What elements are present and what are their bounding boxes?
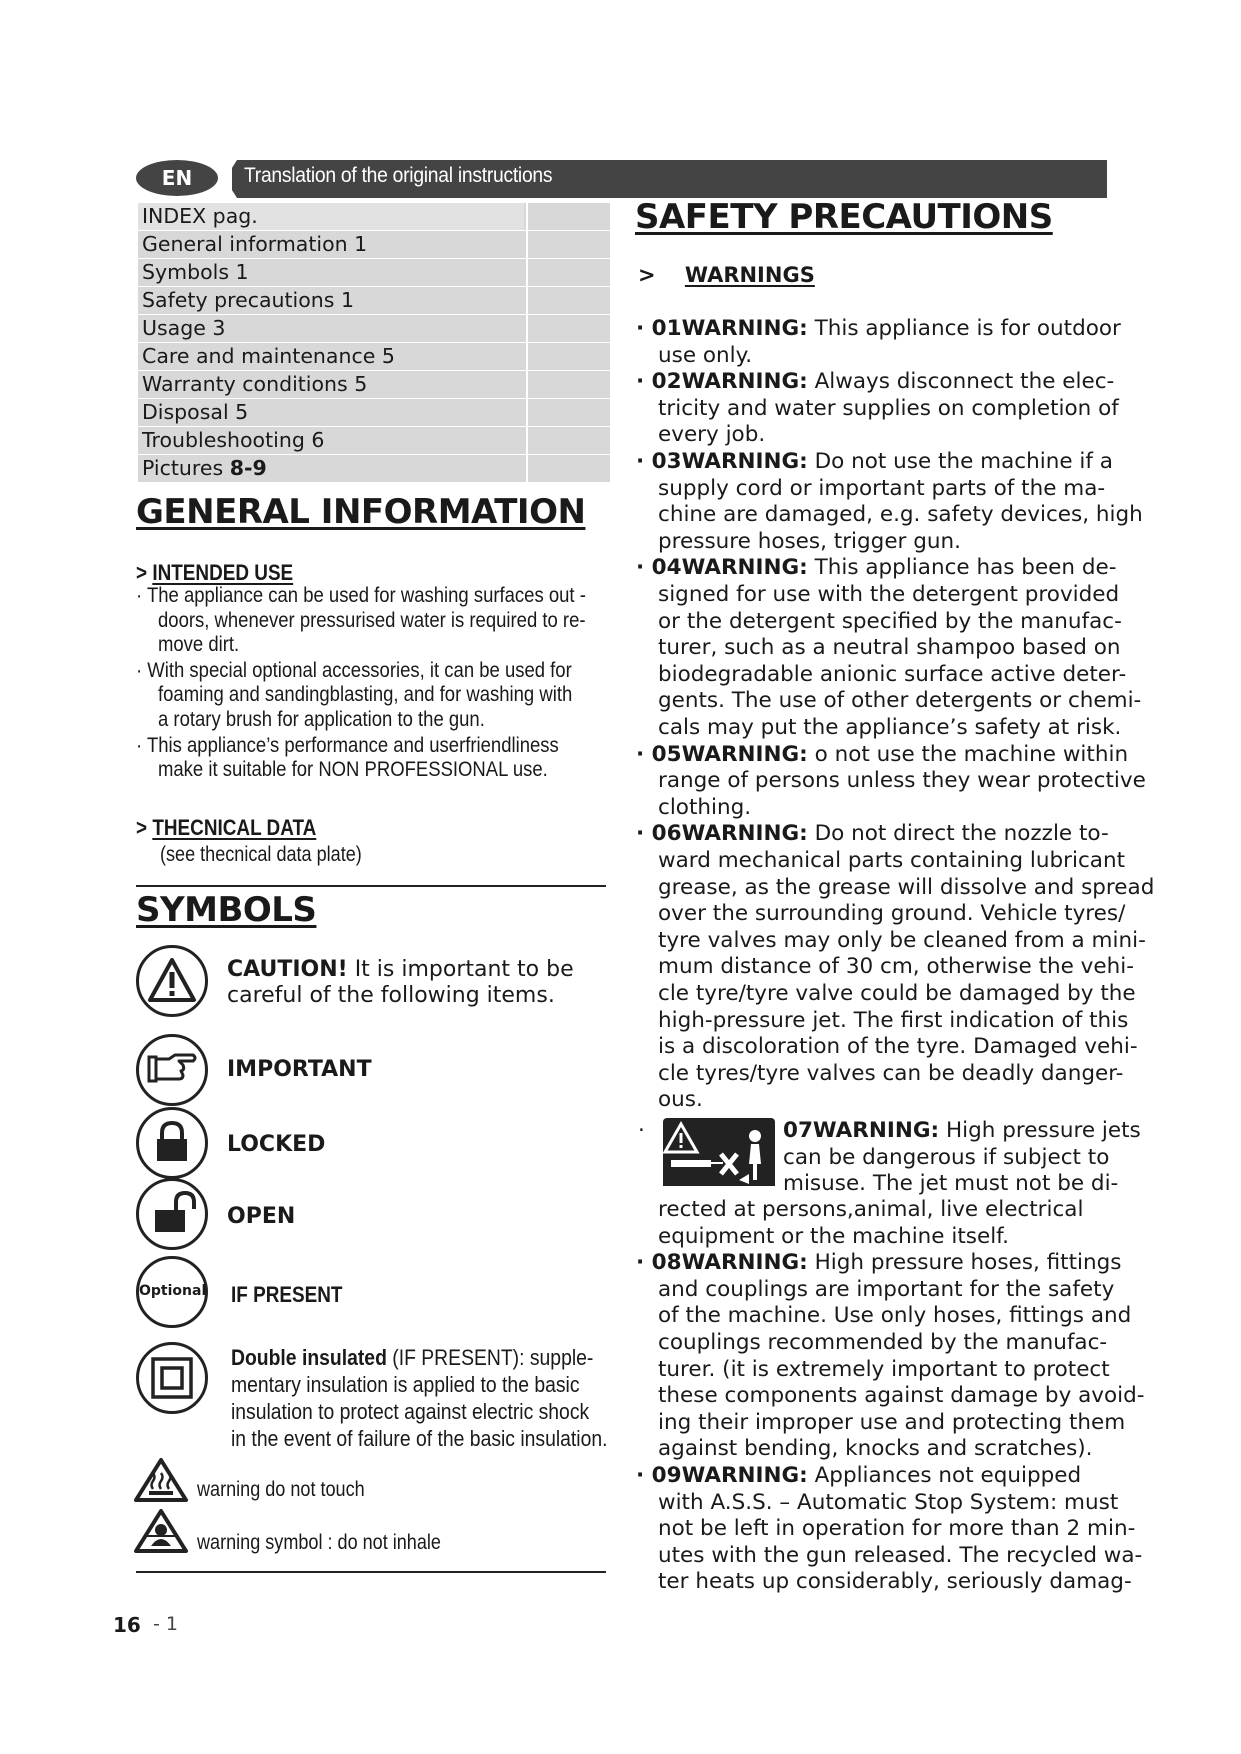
index-row [138, 371, 608, 399]
warning-line: · 02WARNING: Always disconnect the elec- [636, 369, 1115, 395]
double-insulated-symbol [136, 1342, 208, 1414]
intended-use-line: · With special optional accessories, it can be used for [136, 658, 572, 682]
warning-line: high-pressure jet. The first indication of this [658, 1007, 1129, 1033]
warning-triangle-icon [139, 948, 205, 1014]
index-label: Troubleshooting 6 [142, 428, 325, 452]
intended-use-line: make it suitable for NON PROFESSIONAL use. [158, 757, 548, 781]
warning-line: chine are damaged, e.g. safety devices, high [658, 502, 1143, 528]
index-label: Disposal 5 [142, 400, 249, 424]
warning-line: biodegradable anionic surface active deter- [658, 661, 1127, 687]
jet-warning-pictogram-icon [663, 1118, 775, 1193]
index-page-cell [526, 399, 610, 426]
warning-line: ward mechanical parts containing lubricant [658, 848, 1126, 873]
open-symbol [136, 1178, 208, 1250]
warning-line: supply cord or important parts of the ma- [658, 475, 1106, 501]
intended-use-line: foaming and sandingblasting, and for washing with [158, 682, 573, 706]
index-label: General information 1 [142, 232, 368, 256]
warning-line: 07WARNING: High pressure jets [783, 1118, 1141, 1143]
page-number: 16 [113, 1613, 141, 1637]
index-page-cell [526, 343, 610, 370]
warning-line: rected at persons,animal, live electrical [658, 1197, 1084, 1222]
index-label: Care and maintenance 5 [142, 344, 395, 368]
warning-line: ous. [658, 1087, 703, 1113]
index-table [138, 203, 608, 483]
index-row [138, 203, 608, 231]
locked-symbol [136, 1107, 208, 1179]
lock-open-icon [139, 1181, 205, 1247]
warning-line: against bending, knocks and scratches). [658, 1436, 1093, 1462]
warning-line: not be left in operation for more than 2 min- [658, 1516, 1136, 1542]
warning-line: grease, as the grease will dissolve and spread [658, 874, 1155, 900]
intended-use-line: a rotary brush for application to the gun. [158, 707, 485, 731]
caution-text: CAUTION! It is important to be [227, 957, 574, 982]
warning-line: · 06WARNING: Do not direct the nozzle to- [636, 821, 1109, 847]
warning-line: cals may put the appliance’s safety at risk. [658, 715, 1122, 740]
divider-bottom [136, 1571, 606, 1573]
important-label: IMPORTANT [227, 1057, 372, 1082]
warning-line: couplings recommended by the manufac- [658, 1330, 1108, 1355]
important-symbol [136, 1034, 208, 1106]
double-insulated-line: insulation to protect against electric shock [231, 1399, 590, 1424]
safety-precautions-heading: SAFETY PRECAUTIONS [635, 197, 1053, 237]
index-label: Symbols 1 [142, 260, 249, 284]
index-page-cell [526, 455, 610, 482]
optional-symbol [136, 1256, 208, 1328]
no-inhale-label: warning symbol : do not inhale [197, 1531, 441, 1554]
warning-line: · 01WARNING: This appliance is for outdoor [636, 316, 1121, 341]
pointing-hand-icon [139, 1037, 205, 1103]
intended-use-title: > INTENDED USE [136, 560, 294, 585]
technical-data-note: (see thecnical data plate) [160, 843, 362, 866]
warning-line: ter heats up considerably, seriously damag- [658, 1569, 1132, 1595]
index-row [138, 399, 608, 427]
open-label: OPEN [227, 1204, 296, 1229]
high-pressure-warning-image [663, 1118, 775, 1193]
index-page-cell [526, 315, 610, 342]
index-page-cell [526, 287, 610, 314]
double-insulated-line: in the event of failure of the basic insulation. [231, 1426, 608, 1451]
index-row [138, 259, 608, 287]
index-row [138, 427, 608, 455]
warnings-title: > WARNINGS [638, 263, 815, 287]
if-present-label: IF PRESENT [231, 1282, 343, 1307]
warning-line: every job. [658, 422, 766, 448]
warning-line: cle tyre/tyre valve could be damaged by the [658, 981, 1136, 1006]
double-insulated-line: Double insulated (IF PRESENT): supple- [231, 1345, 594, 1370]
index-page-cell [526, 231, 610, 258]
warning-line: ing their improper use and protecting them [658, 1409, 1126, 1435]
index-page-cell [526, 259, 610, 286]
page-subnumber: - 1 [153, 1613, 178, 1635]
warning-line: utes with the gun released. The recycled wa- [658, 1542, 1143, 1568]
caution-text-2: careful of the following items. [227, 983, 555, 1008]
warning-line: of the machine. Use only hoses, fittings and [658, 1303, 1132, 1329]
intended-use-line: doors, whenever pressurised water is required to re- [158, 608, 586, 632]
warning-07-bullet: · [638, 1118, 645, 1143]
warning-line: these components against damage by avoid- [658, 1383, 1145, 1409]
warning-line: · 08WARNING: High pressure hoses, fittings [636, 1250, 1122, 1276]
index-label: Pictures 8-9 [142, 456, 267, 480]
warning-line: gents. The use of other detergents or chemi- [658, 688, 1142, 714]
warning-line: clothing. [658, 794, 752, 820]
warning-line: cle tyres/tyre valves can be deadly danger- [658, 1060, 1124, 1086]
warning-line: or the detergent specified by the manufac- [658, 608, 1122, 634]
warning-line: mum distance of 30 cm, otherwise the vehi- [658, 954, 1134, 980]
warning-line: equipment or the machine itself. [658, 1223, 1010, 1249]
lock-closed-icon [139, 1110, 205, 1176]
warning-line: misuse. The jet must not be di- [783, 1171, 1119, 1197]
index-page-cell [526, 427, 610, 454]
optional-badge: Optional [139, 1283, 207, 1299]
language-badge: EN [133, 157, 221, 199]
locked-label: LOCKED [227, 1132, 326, 1157]
hot-surface-warning-icon [133, 1457, 189, 1503]
warning-line: tricity and water supplies on completion of [658, 395, 1119, 421]
index-row [138, 343, 608, 371]
index-row [138, 315, 608, 343]
index-label: Usage 3 [142, 316, 226, 340]
do-not-inhale-warning-icon [133, 1508, 189, 1554]
warning-line: · 04WARNING: This appliance has been de- [636, 555, 1117, 581]
index-label: INDEX pag. [138, 203, 524, 230]
technical-data-title: > THECNICAL DATA [136, 815, 317, 840]
warning-line: signed for use with the detergent provided [658, 582, 1120, 607]
index-label: Warranty conditions 5 [142, 372, 368, 396]
caution-symbol [136, 945, 208, 1017]
intended-use-line: · The appliance can be used for washing surfaces out - [136, 583, 586, 607]
intended-use-line: · This appliance’s performance and userfriendliness [136, 733, 559, 757]
warning-line: turer, such as a neutral shampoo based on [658, 635, 1121, 661]
warning-line: and couplings are important for the safety [658, 1276, 1115, 1302]
warning-line: with A.S.S. – Automatic Stop System: must [658, 1489, 1119, 1515]
warning-line: use only. [658, 342, 753, 368]
warning-line: over the surrounding ground. Vehicle tyres/ [658, 901, 1126, 927]
warning-line: tyre valves may only be cleaned from a mini- [658, 927, 1146, 953]
index-page-cell [526, 371, 610, 398]
index-page-cell [526, 203, 610, 230]
index-row [138, 287, 608, 315]
warning-line: pressure hoses, trigger gun. [658, 528, 961, 554]
no-touch-label: warning do not touch [197, 1478, 365, 1501]
double-insulated-line: mentary insulation is applied to the basic [231, 1372, 580, 1397]
warning-line: range of persons unless they wear protective [658, 768, 1146, 794]
header-title: Translation of the original instructions [244, 164, 553, 187]
warning-line: is a discoloration of the tyre. Damaged vehi- [658, 1034, 1138, 1060]
index-label: Safety precautions 1 [142, 288, 355, 312]
warning-line: · 09WARNING: Appliances not equipped [636, 1463, 1082, 1488]
index-row [138, 231, 608, 259]
general-information-heading: GENERAL INFORMATION [136, 492, 586, 532]
warning-line: · 03WARNING: Do not use the machine if a [636, 449, 1113, 474]
divider [136, 885, 606, 887]
warning-line: can be dangerous if subject to [783, 1144, 1110, 1170]
index-row [138, 455, 608, 483]
warning-line: · 05WARNING: o not use the machine within [636, 741, 1129, 767]
header-band [232, 160, 1107, 198]
intended-use-line: move dirt. [158, 632, 240, 656]
symbols-heading: SYMBOLS [136, 890, 317, 930]
warning-line: turer. (it is extremely important to protect [658, 1356, 1110, 1382]
double-square-icon [139, 1345, 205, 1411]
